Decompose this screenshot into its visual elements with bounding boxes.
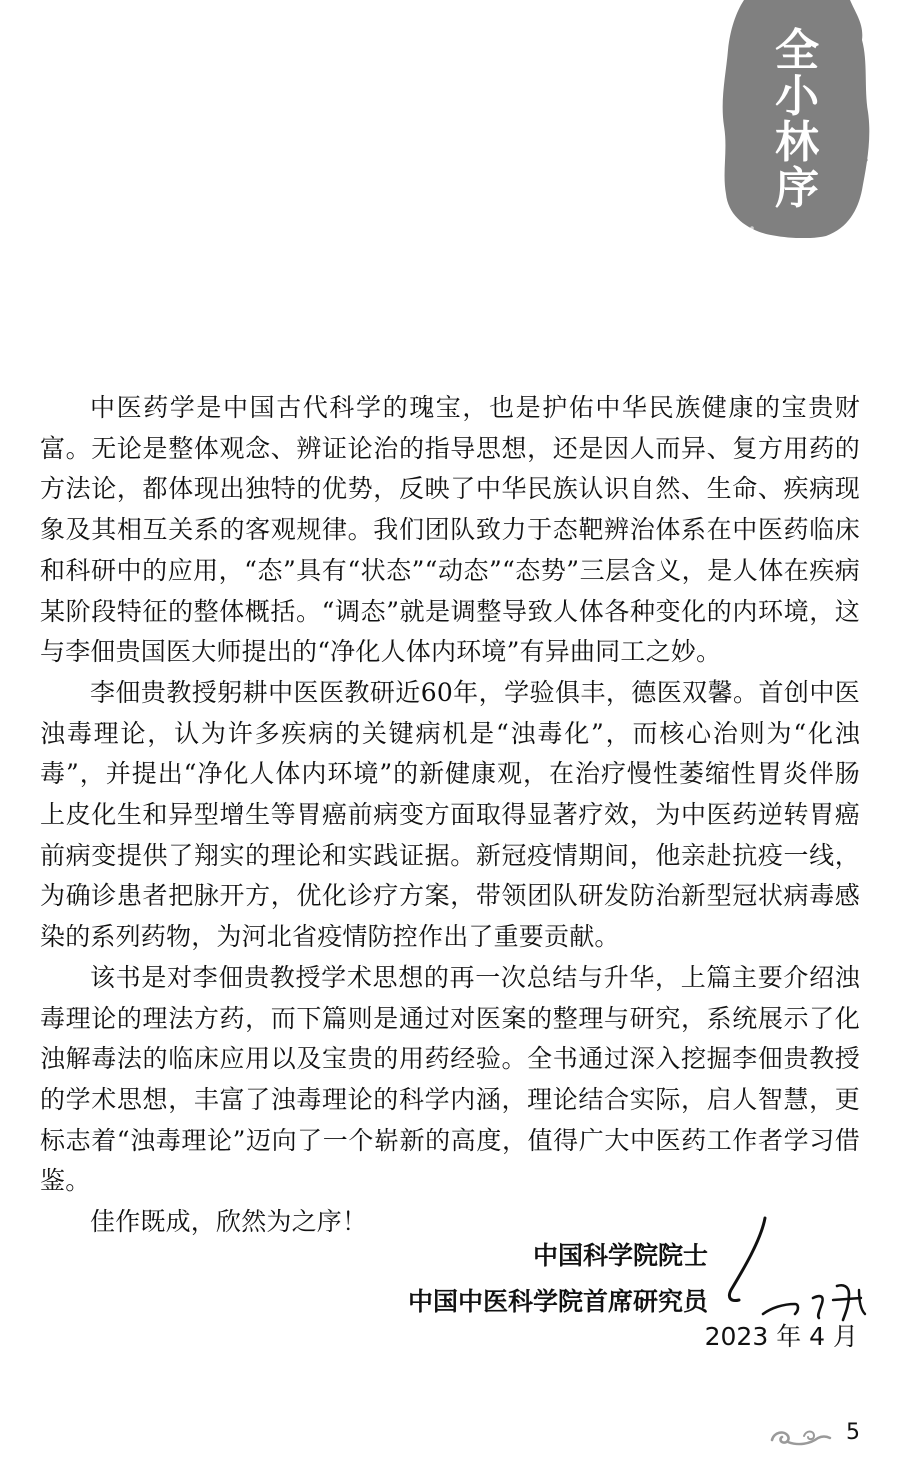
preface-body <box>40 388 860 1243</box>
author-titles <box>408 1233 708 1325</box>
title-seal <box>722 0 872 238</box>
author-title-line: 中国中医科学院首席研究员 <box>407 1287 708 1316</box>
paragraph: 佳作既成，欣然为之序！ <box>90 1207 368 1237</box>
cloud-ornament-icon <box>768 1422 834 1450</box>
paragraph: 李佃贵教授躬耕中医医教研近60年，学验俱丰，德医双馨。首创中医浊毒理论，认为许多疾病的关键病机是“浊毒化”，而核心治则为“化浊毒”，并提出“净化人体内环境”的新健康观，在治疗慢性萎缩性胃炎伴肠上皮化生和异型增生等胃癌前病变方面取得显著疗效，为中医药逆转胃癌前病变提供了翔实的理论和实践证据。新冠疫情期间，他亲赴抗疫一线，为确诊患者把脉开方，优化诊疗方案，带领团队研发防治新型冠状病毒感染的系列药物，为河北省疫情防控作出了重要贡献。 <box>40 677 860 952</box>
author-title-line: 中国科学院院士 <box>532 1241 708 1270</box>
seal-char: 全 <box>775 25 819 76</box>
page-number: 5 <box>846 1420 860 1445</box>
paragraph: 中医药学是中国古代科学的瑰宝，也是护佑中华民族健康的宝贵财富。无论是整体观念、辨证论治的指导思想，还是因人而异、复方用药的方法论，都体现出独特的优势，反映了中华民族认识自然、生命、疾病现象及其相互关系的客观规律。我们团队致力于态靶辨治体系在中医药临床和科研中的应用，“态”具有“状态”“动态”“态势”三层含义，是人体在疾病某阶段特征的整体概括。“调态”就是调整导致人体各种变化的内环境，这与李佃贵国医大师提出的“净化人体内环境”有异曲同工之妙。 <box>40 393 860 667</box>
paragraph: 该书是对李佃贵教授学术思想的再一次总结与升华，上篇主要介绍浊毒理论的理法方药，而下篇则是通过对医案的整理与研究，系统展示了化浊解毒法的临床应用以及宝贵的用药经验。全书通过深入挖掘李佃贵教授的学术思想，丰富了浊毒理论的科学内涵，理论结合实际，启人智慧，更标志着“浊毒理论”迈向了一个崭新的高度，值得广大中医药工作者学习借鉴。 <box>40 962 860 1196</box>
seal-char: 序 <box>775 163 819 214</box>
seal-char: 小 <box>775 71 819 122</box>
handwritten-signature <box>725 1210 875 1325</box>
seal-char: 林 <box>775 117 819 168</box>
date: 2023 年 4 月 <box>704 1322 858 1351</box>
seal-text <box>722 25 872 214</box>
